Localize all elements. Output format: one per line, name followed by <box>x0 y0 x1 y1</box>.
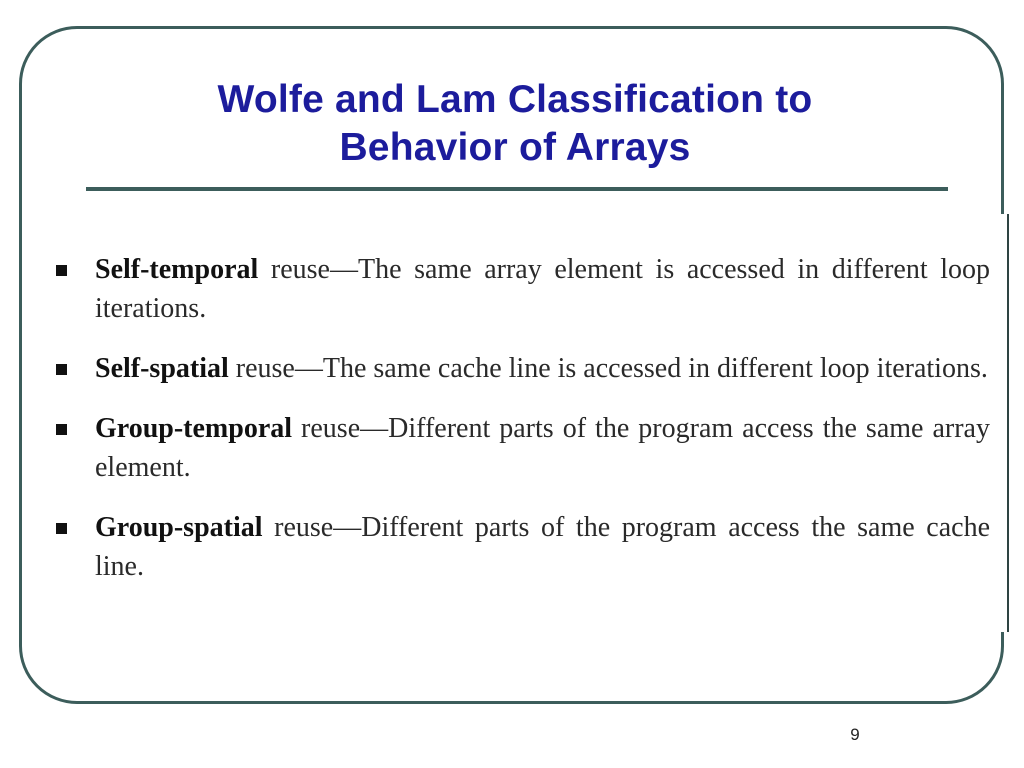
bullet-item-self-spatial <box>50 349 990 388</box>
page-number: 9 <box>850 725 860 744</box>
bullet-term: Group-spatial <box>95 512 263 543</box>
bullet-text: reuse—The same cache line is accessed in different loop iterations. <box>228 353 988 384</box>
bullet-text: reuse—The same array element is accessed in different loop iterations. <box>95 254 990 324</box>
square-bullet-icon <box>56 424 67 435</box>
content-area <box>0 214 1024 634</box>
title-divider <box>86 187 948 191</box>
bullet-item-self-temporal <box>50 250 990 328</box>
title-line-2: Behavior of Arrays <box>339 126 691 169</box>
bullet-text: reuse—Different parts of the program access the same cache line. <box>95 512 990 582</box>
bullet-text: reuse—Different parts of the program access the same array element. <box>95 413 990 483</box>
bullet-list <box>50 250 990 607</box>
bullet-item-group-temporal <box>50 409 990 487</box>
bullet-term: Self-temporal <box>95 254 259 285</box>
square-bullet-icon <box>56 265 67 276</box>
square-bullet-icon <box>56 364 67 375</box>
bullet-term: Group-temporal <box>95 413 293 444</box>
bullet-item-group-spatial <box>50 508 990 586</box>
slide-title <box>90 76 940 172</box>
bullet-term: Self-spatial <box>95 353 229 384</box>
square-bullet-icon <box>56 523 67 534</box>
title-line-1: Wolfe and Lam Classification to <box>217 78 813 121</box>
